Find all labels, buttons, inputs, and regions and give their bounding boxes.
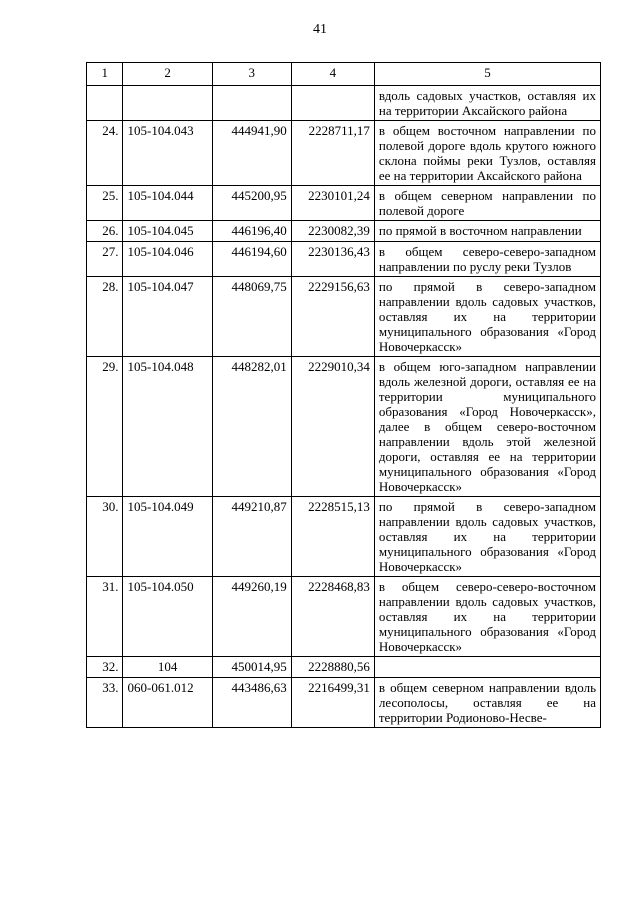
description-cell: по прямой в северо-западном направлении вдоль садовых участков, оставляя их на территории муниципального образования «Город Новочеркасск» — [374, 497, 600, 577]
row-number-cell: 32. — [87, 657, 123, 678]
point-code-cell — [123, 86, 212, 121]
description-cell: в общем северном направлении по полевой дороге — [374, 186, 600, 221]
table-row — [87, 242, 601, 277]
x-coordinate-cell: 446196,40 — [212, 221, 291, 242]
table-row — [87, 678, 601, 728]
row-number-cell: 31. — [87, 577, 123, 657]
row-number-cell: 30. — [87, 497, 123, 577]
point-code-cell: 105-104.048 — [123, 357, 212, 497]
x-coordinate-cell: 449260,19 — [212, 577, 291, 657]
y-coordinate-cell: 2229156,63 — [291, 277, 374, 357]
y-coordinate-cell: 2229010,34 — [291, 357, 374, 497]
description-cell: в общем восточном направлении по полевой дороге вдоль крутого южного склона поймы реки Тузлов, оставляя ее на территории Аксайского района — [374, 121, 600, 186]
y-coordinate-cell: 2228515,13 — [291, 497, 374, 577]
row-number-cell: 27. — [87, 242, 123, 277]
point-code-cell: 105-104.047 — [123, 277, 212, 357]
x-coordinate-cell: 450014,95 — [212, 657, 291, 678]
description-cell: вдоль садовых участков, оставляя их на территории Аксайского района — [374, 86, 600, 121]
y-coordinate-cell: 2228711,17 — [291, 121, 374, 186]
table-row — [87, 186, 601, 221]
description-cell — [374, 657, 600, 678]
table-row — [87, 277, 601, 357]
x-coordinate-cell: 443486,63 — [212, 678, 291, 728]
x-coordinate-cell: 446194,60 — [212, 242, 291, 277]
y-coordinate-cell: 2228468,83 — [291, 577, 374, 657]
column-header-2: 2 — [123, 63, 212, 86]
column-header-3: 3 — [212, 63, 291, 86]
y-coordinate-cell: 2230101,24 — [291, 186, 374, 221]
point-code-cell: 105-104.050 — [123, 577, 212, 657]
x-coordinate-cell: 444941,90 — [212, 121, 291, 186]
y-coordinate-cell: 2230082,39 — [291, 221, 374, 242]
point-code-cell: 105-104.046 — [123, 242, 212, 277]
x-coordinate-cell: 448069,75 — [212, 277, 291, 357]
row-number-cell: 33. — [87, 678, 123, 728]
table-row — [87, 221, 601, 242]
y-coordinate-cell — [291, 86, 374, 121]
table-header-row — [87, 63, 601, 86]
description-cell: в общем северо-северо-восточном направлении вдоль садовых участков, оставляя их на территории муниципального образования «Город Новочеркасск» — [374, 577, 600, 657]
column-header-1: 1 — [87, 63, 123, 86]
x-coordinate-cell: 449210,87 — [212, 497, 291, 577]
point-code-cell: 105-104.044 — [123, 186, 212, 221]
y-coordinate-cell: 2230136,43 — [291, 242, 374, 277]
x-coordinate-cell — [212, 86, 291, 121]
row-number-cell: 28. — [87, 277, 123, 357]
description-cell: по прямой в северо-западном направлении вдоль садовых участков, оставляя их на территории муниципального образования «Город Новочеркасск» — [374, 277, 600, 357]
description-cell: в общем северном направлении вдоль лесополосы, оставляя ее на территории Родионово-Несве- — [374, 678, 600, 728]
x-coordinate-cell: 448282,01 — [212, 357, 291, 497]
point-code-cell: 060-061.012 — [123, 678, 212, 728]
table-row — [87, 121, 601, 186]
table-row — [87, 357, 601, 497]
table-body — [87, 86, 601, 728]
boundary-points-table — [86, 62, 601, 728]
table-row — [87, 497, 601, 577]
y-coordinate-cell: 2228880,56 — [291, 657, 374, 678]
row-number-cell: 25. — [87, 186, 123, 221]
row-number-cell: 26. — [87, 221, 123, 242]
table-row — [87, 657, 601, 678]
description-cell: в общем северо-северо-западном направлении по руслу реки Тузлов — [374, 242, 600, 277]
description-cell: по прямой в восточном направлении — [374, 221, 600, 242]
point-code-cell: 105-104.045 — [123, 221, 212, 242]
row-number-cell: 29. — [87, 357, 123, 497]
column-header-5: 5 — [374, 63, 600, 86]
table-row — [87, 577, 601, 657]
point-code-cell: 104 — [123, 657, 212, 678]
page-number: 41 — [313, 22, 327, 37]
row-number-cell — [87, 86, 123, 121]
point-code-cell: 105-104.043 — [123, 121, 212, 186]
description-cell: в общем юго-западном направлении вдоль железной дороги, оставляя ее на территории муниципального образования «Город Новочеркасск», далее в общем северо-восточном направлении вдоль этой железной дороги, оставляя ее на территории муниципального образования «Город Новочеркасск» — [374, 357, 600, 497]
x-coordinate-cell: 445200,95 — [212, 186, 291, 221]
point-code-cell: 105-104.049 — [123, 497, 212, 577]
row-number-cell: 24. — [87, 121, 123, 186]
table-row — [87, 86, 601, 121]
column-header-4: 4 — [291, 63, 374, 86]
y-coordinate-cell: 2216499,31 — [291, 678, 374, 728]
